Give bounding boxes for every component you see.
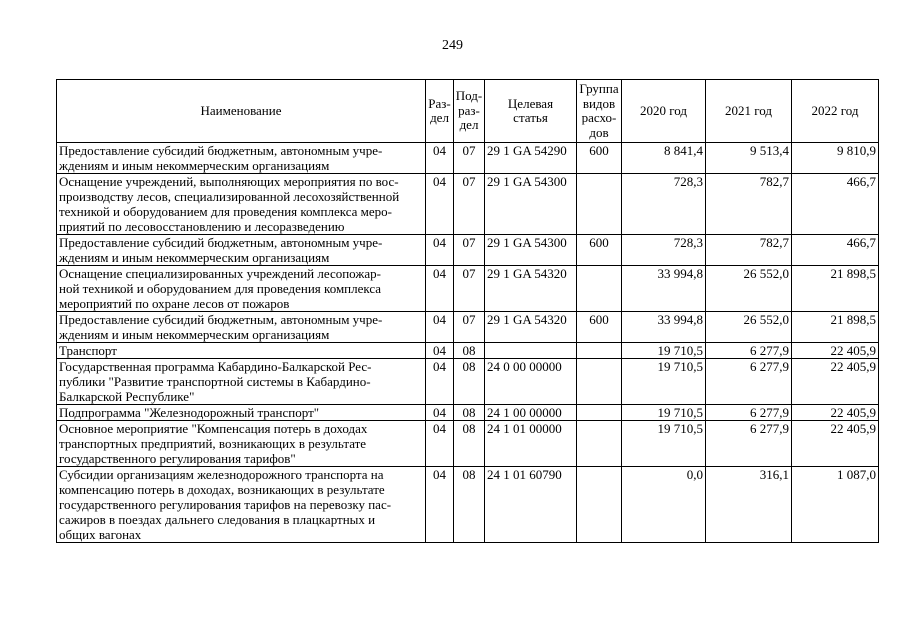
text-line: Подпрограмма "Железнодорожный транспорт" — [59, 405, 320, 420]
row-target-article: 29 1 GA 54320 — [485, 312, 577, 343]
text-line: Основное мероприятие "Компенсация потерь в доходах — [59, 421, 368, 436]
text-line: публики "Развитие транспортной системы в Кабардино- — [59, 374, 371, 389]
text-line: сажиров в поездах дальнего следования в плацкартных и — [59, 512, 376, 527]
text-line: государственного регулирования тарифов" — [59, 451, 296, 466]
row-amount-2022: 22 405,9 — [792, 343, 879, 359]
header-row — [57, 80, 879, 143]
row-name — [57, 266, 426, 312]
row-amount-2021: 6 277,9 — [706, 359, 792, 405]
text-line: транспортных предприятий, возникающих в результате — [59, 436, 367, 451]
text-line: Субсидии организациям железнодорожного транспорта на — [59, 467, 384, 482]
text-line: мероприятий по охране лесов от пожаров — [59, 296, 290, 311]
text-line: Транспорт — [59, 343, 117, 358]
text-line: раз- — [458, 102, 480, 118]
row-podrazdel: 07 — [454, 312, 485, 343]
row-target-article — [485, 343, 577, 359]
header-razdel — [426, 80, 454, 143]
row-expense-group — [577, 343, 622, 359]
row-target-article: 29 1 GA 54320 — [485, 266, 577, 312]
row-amount-2020: 33 994,8 — [622, 312, 706, 343]
row-target-article: 29 1 GA 54300 — [485, 235, 577, 266]
row-target-article: 24 1 01 60790 — [485, 467, 577, 543]
text-line: техникой и оборудованием для проведения комплекса меро- — [59, 204, 392, 219]
row-name — [57, 143, 426, 174]
row-podrazdel: 08 — [454, 421, 485, 467]
row-expense-group: 600 — [577, 143, 622, 174]
row-podrazdel: 08 — [454, 405, 485, 421]
row-name — [57, 467, 426, 543]
row-name — [57, 235, 426, 266]
row-name — [57, 405, 426, 421]
row-amount-2020: 19 710,5 — [622, 359, 706, 405]
budget-table — [56, 79, 879, 543]
row-name — [57, 343, 426, 359]
row-expense-group — [577, 266, 622, 312]
text-line: ной техникой и оборудованием для проведения комплекса — [59, 281, 382, 296]
table-row — [57, 467, 879, 543]
row-amount-2020: 19 710,5 — [622, 343, 706, 359]
row-amount-2021: 6 277,9 — [706, 421, 792, 467]
table-row — [57, 343, 879, 359]
text-line: Целевая — [507, 95, 554, 111]
row-razdel: 04 — [426, 312, 454, 343]
row-amount-2022: 9 810,9 — [792, 143, 879, 174]
text-line: Балкарской Республике" — [59, 389, 195, 404]
row-amount-2021: 782,7 — [706, 235, 792, 266]
row-razdel: 04 — [426, 266, 454, 312]
row-podrazdel: 07 — [454, 235, 485, 266]
row-name — [57, 312, 426, 343]
header-target — [485, 80, 577, 143]
text-line: дел — [430, 110, 449, 125]
table-row — [57, 174, 879, 235]
table-row — [57, 143, 879, 174]
row-podrazdel: 07 — [454, 143, 485, 174]
row-amount-2020: 0,0 — [622, 467, 706, 543]
row-amount-2021: 9 513,4 — [706, 143, 792, 174]
row-amount-2020: 33 994,8 — [622, 266, 706, 312]
text-line: государственного регулирования тарифов на перевозку пас- — [59, 497, 392, 512]
row-amount-2022: 21 898,5 — [792, 266, 879, 312]
text-line: общих вагонах — [59, 527, 142, 542]
row-target-article: 24 0 00 00000 — [485, 359, 577, 405]
row-razdel: 04 — [426, 174, 454, 235]
row-target-article: 29 1 GA 54300 — [485, 174, 577, 235]
header-expense-group — [577, 80, 622, 143]
text-line: Предоставление субсидий бюджетным, автономным учре- — [59, 312, 383, 327]
row-expense-group — [577, 467, 622, 543]
text-line: Предоставление субсидий бюджетным, автономным учре- — [59, 143, 383, 158]
row-razdel: 04 — [426, 343, 454, 359]
table-row — [57, 312, 879, 343]
header-2022: 2022 год — [792, 80, 879, 143]
row-razdel: 04 — [426, 405, 454, 421]
row-target-article: 29 1 GA 54290 — [485, 143, 577, 174]
row-podrazdel: 08 — [454, 343, 485, 359]
text-line: Государственная программа Кабардино-Балкарской Рес- — [59, 359, 372, 374]
table-row — [57, 421, 879, 467]
row-expense-group — [577, 359, 622, 405]
text-line: Оснащение специализированных учреждений лесопожар- — [59, 266, 381, 281]
table-row — [57, 266, 879, 312]
text-line: производству лесов, специализированной лесохозяйственной — [59, 189, 400, 204]
page-number: 249 — [442, 38, 463, 53]
text-line: расхо- — [581, 110, 617, 125]
text-line: дел — [459, 117, 479, 133]
row-target-article: 24 1 01 00000 — [485, 421, 577, 467]
text-line: ждениям и иным некоммерческим организациям — [59, 158, 330, 173]
row-razdel: 04 — [426, 235, 454, 266]
row-amount-2022: 21 898,5 — [792, 312, 879, 343]
row-podrazdel: 08 — [454, 467, 485, 543]
row-amount-2022: 466,7 — [792, 235, 879, 266]
row-amount-2020: 728,3 — [622, 235, 706, 266]
row-podrazdel: 08 — [454, 359, 485, 405]
row-target-article: 24 1 00 00000 — [485, 405, 577, 421]
row-expense-group: 600 — [577, 235, 622, 266]
row-razdel: 04 — [426, 359, 454, 405]
header-name: Наименование — [57, 80, 426, 143]
row-amount-2021: 6 277,9 — [706, 405, 792, 421]
table-row — [57, 235, 879, 266]
row-amount-2021: 26 552,0 — [706, 312, 792, 343]
row-amount-2021: 316,1 — [706, 467, 792, 543]
text-line: видов — [582, 95, 616, 111]
row-expense-group: 600 — [577, 312, 622, 343]
header-2020: 2020 год — [622, 80, 706, 143]
row-amount-2020: 728,3 — [622, 174, 706, 235]
row-name — [57, 174, 426, 235]
text-line: Группа — [579, 81, 619, 96]
row-amount-2020: 19 710,5 — [622, 405, 706, 421]
row-amount-2022: 1 087,0 — [792, 467, 879, 543]
text-line: Под- — [455, 88, 483, 104]
text-line: Раз- — [428, 95, 451, 111]
row-amount-2022: 22 405,9 — [792, 405, 879, 421]
row-amount-2021: 26 552,0 — [706, 266, 792, 312]
table-row — [57, 359, 879, 405]
table-row — [57, 405, 879, 421]
row-amount-2021: 782,7 — [706, 174, 792, 235]
text-line: статья — [513, 110, 548, 125]
row-expense-group — [577, 405, 622, 421]
row-amount-2021: 6 277,9 — [706, 343, 792, 359]
text-line: компенсацию потерь в доходах, возникающих в результате — [59, 482, 385, 497]
text-line: ждениям и иным некоммерческим организациям — [59, 250, 330, 265]
row-expense-group — [577, 421, 622, 467]
row-podrazdel: 07 — [454, 174, 485, 235]
row-expense-group — [577, 174, 622, 235]
row-amount-2020: 19 710,5 — [622, 421, 706, 467]
row-razdel: 04 — [426, 143, 454, 174]
text-line: ждениям и иным некоммерческим организациям — [59, 327, 330, 342]
row-podrazdel: 07 — [454, 266, 485, 312]
row-amount-2022: 22 405,9 — [792, 359, 879, 405]
row-amount-2022: 466,7 — [792, 174, 879, 235]
header-2021: 2021 год — [706, 80, 792, 143]
row-name — [57, 359, 426, 405]
row-amount-2020: 8 841,4 — [622, 143, 706, 174]
row-name — [57, 421, 426, 467]
text-line: Оснащение учреждений, выполняющих мероприятия по вос- — [59, 174, 399, 189]
header-podrazdel — [454, 80, 485, 143]
row-razdel: 04 — [426, 467, 454, 543]
row-amount-2022: 22 405,9 — [792, 421, 879, 467]
row-razdel: 04 — [426, 421, 454, 467]
text-line: Предоставление субсидий бюджетным, автономным учре- — [59, 235, 383, 250]
text-line: дов — [589, 124, 609, 140]
text-line: приятий по лесовосстановлению и лесоразведению — [59, 219, 345, 234]
